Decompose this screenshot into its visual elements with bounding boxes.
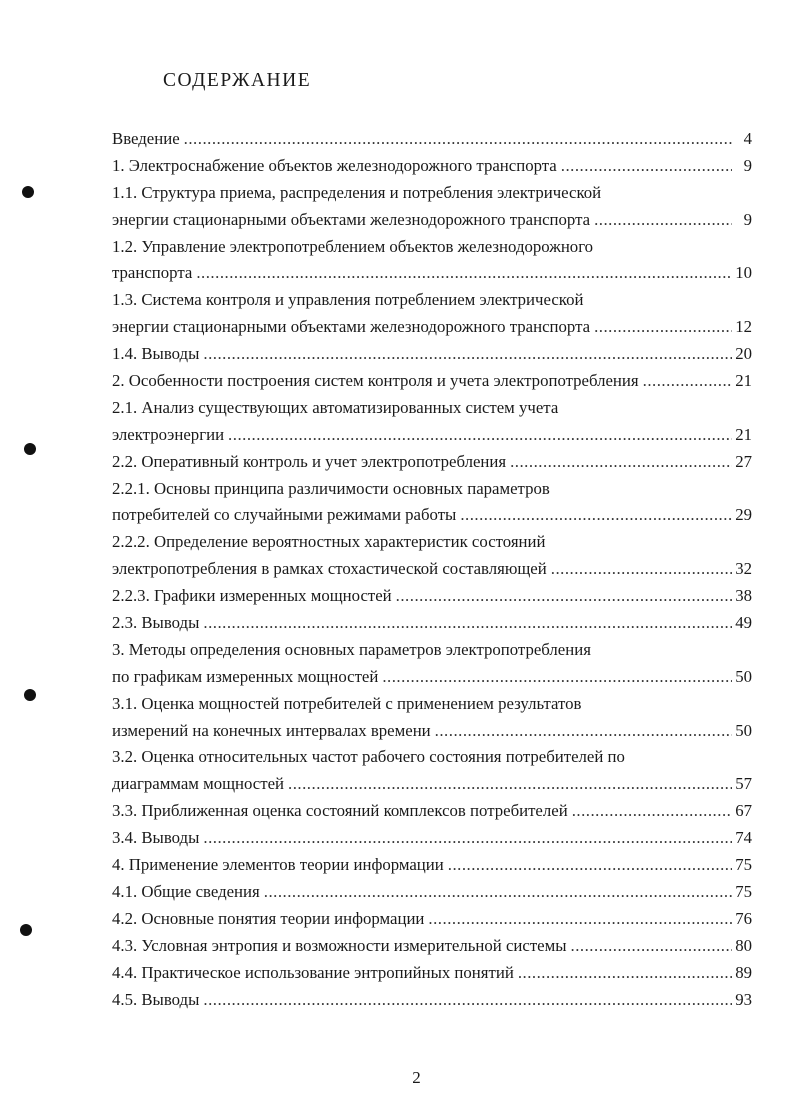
table-of-contents xyxy=(112,126,752,1013)
toc-entry xyxy=(112,718,752,745)
toc-entry xyxy=(112,502,752,529)
toc-entry xyxy=(112,825,752,852)
toc-entry-page: 75 xyxy=(735,881,752,901)
toc-entry-page: 29 xyxy=(735,505,752,525)
toc-entry-title: 2.3. Выводы xyxy=(112,613,200,633)
toc-dot-leader xyxy=(448,852,732,879)
toc-entry xyxy=(112,906,752,933)
toc-entry-page: 89 xyxy=(735,962,752,982)
toc-entry xyxy=(112,771,752,798)
toc-entry xyxy=(112,556,752,583)
toc-dot-leader xyxy=(561,153,732,180)
toc-dot-leader xyxy=(460,502,732,529)
toc-dot-leader xyxy=(203,610,732,637)
toc-entry xyxy=(112,260,752,287)
toc-entry-title: энергии стационарными объектами железнодорожного транспорта xyxy=(112,209,591,229)
toc-entry-title: 2. Особенности построения систем контроля и учета электропотребления xyxy=(112,371,639,391)
toc-entry xyxy=(112,126,752,153)
toc-entry-page: 4 xyxy=(743,129,752,148)
toc-entry xyxy=(112,798,752,825)
punch-hole-mark xyxy=(20,924,32,936)
toc-entry-page: 67 xyxy=(735,801,752,821)
toc-entry-page: 21 xyxy=(735,424,752,444)
toc-dot-leader xyxy=(518,960,732,987)
toc-entry-line: 3.1. Оценка мощностей потребителей с применением результатов xyxy=(112,693,582,713)
toc-entry-page: 9 xyxy=(743,155,752,175)
toc-dot-leader xyxy=(594,314,732,341)
toc-entry xyxy=(112,341,752,368)
page-number: 2 xyxy=(412,1068,421,1087)
page-title: СОДЕРЖАНИЕ xyxy=(163,70,312,91)
toc-entry-title: Введение xyxy=(112,129,180,148)
toc-entry-title: 4.4. Практическое использование энтропийных понятий xyxy=(112,962,514,982)
toc-entry-title: 4.2. Основные понятия теории информации xyxy=(112,908,425,928)
toc-dot-leader xyxy=(551,556,732,583)
toc-entry-page: 20 xyxy=(735,344,752,364)
punch-hole-mark xyxy=(22,186,34,198)
toc-dot-leader xyxy=(288,771,732,798)
toc-entry-page: 76 xyxy=(735,908,752,928)
toc-entry-page: 57 xyxy=(735,774,752,794)
toc-entry-line: 1.3. Система контроля и управления потреблением электрической xyxy=(112,290,584,310)
punch-hole-mark xyxy=(24,689,36,701)
toc-entry-title: потребителей со случайными режимами работы xyxy=(112,505,457,525)
toc-entry xyxy=(112,879,752,906)
toc-entry-page: 49 xyxy=(735,613,752,633)
toc-entry xyxy=(112,852,752,879)
toc-entry xyxy=(112,422,752,449)
toc-entry-page: 32 xyxy=(735,559,752,579)
toc-entry-title: 3.3. Приближенная оценка состояний комплексов потребителей xyxy=(112,801,568,821)
toc-entry-page: 50 xyxy=(735,720,752,740)
toc-entry xyxy=(112,449,752,476)
toc-dot-leader xyxy=(264,879,732,906)
toc-dot-leader xyxy=(203,987,732,1014)
toc-dot-leader xyxy=(203,341,732,368)
toc-dot-leader xyxy=(382,664,732,691)
toc-entry-title: по графикам измеренных мощностей xyxy=(112,666,379,686)
punch-hole-mark xyxy=(24,443,36,455)
toc-dot-leader xyxy=(571,933,732,960)
toc-entry-line: 1.1. Структура приема, распределения и потребления электрической xyxy=(112,182,602,202)
toc-entry-line: 2.1. Анализ существующих автоматизированных систем учета xyxy=(112,397,559,417)
toc-entry-title: транспорта xyxy=(112,263,193,283)
toc-dot-leader xyxy=(196,260,732,287)
toc-entry xyxy=(112,368,752,395)
toc-entry-line: 2.2.2. Определение вероятностных характеристик состояний xyxy=(112,532,546,552)
toc-dot-leader xyxy=(510,449,732,476)
toc-entry-page: 21 xyxy=(735,371,752,391)
toc-entry-page: 9 xyxy=(743,209,752,229)
toc-dot-leader xyxy=(572,798,732,825)
toc-entry-title: диаграммам мощностей xyxy=(112,774,285,794)
toc-dot-leader xyxy=(435,718,732,745)
toc-entry-page: 80 xyxy=(735,935,752,955)
toc-entry-line: 3. Методы определения основных параметров электропотребления xyxy=(112,639,591,659)
toc-entry-title: 3.4. Выводы xyxy=(112,828,200,848)
toc-entry-page: 10 xyxy=(735,263,752,283)
toc-entry-title: электроэнергии xyxy=(112,424,225,444)
toc-entry-title: 1.4. Выводы xyxy=(112,344,200,364)
toc-entry-title: 4.5. Выводы xyxy=(112,989,200,1009)
toc-dot-leader xyxy=(428,906,732,933)
toc-entry-title: 4.1. Общие сведения xyxy=(112,881,260,901)
toc-dot-leader xyxy=(643,368,732,395)
toc-entry xyxy=(112,583,752,610)
toc-entry-title: измерений на конечных интервалах времени xyxy=(112,720,431,740)
toc-entry-page: 12 xyxy=(735,317,752,337)
toc-entry xyxy=(112,314,752,341)
toc-entry xyxy=(112,933,752,960)
toc-entry-page: 74 xyxy=(735,828,752,848)
toc-dot-leader xyxy=(203,825,732,852)
toc-entry-title: 1. Электроснабжение объектов железнодорожного транспорта xyxy=(112,155,557,175)
toc-entry-page: 75 xyxy=(735,855,752,875)
toc-entry-page: 50 xyxy=(735,666,752,686)
toc-entry-title: энергии стационарными объектами железнодорожного транспорта xyxy=(112,317,591,337)
toc-entry-page: 93 xyxy=(735,989,752,1009)
toc-entry-title: 2.2.3. Графики измеренных мощностей xyxy=(112,586,392,606)
toc-dot-leader xyxy=(184,126,732,153)
toc-entry-line: 2.2.1. Основы принципа различимости основных параметров xyxy=(112,478,550,498)
toc-entry-page: 27 xyxy=(735,451,752,471)
toc-entry xyxy=(112,664,752,691)
toc-entry xyxy=(112,153,752,180)
toc-entry-title: 2.2. Оперативный контроль и учет электропотребления xyxy=(112,451,507,471)
toc-entry-line: 3.2. Оценка относительных частот рабочего состояния потребителей по xyxy=(112,747,625,767)
toc-entry xyxy=(112,960,752,987)
toc-dot-leader xyxy=(228,422,732,449)
toc-entry-title: 4. Применение элементов теории информации xyxy=(112,855,444,875)
toc-entry-line: 1.2. Управление электропотреблением объектов железнодорожного xyxy=(112,236,594,256)
toc-entry-title: электропотребления в рамках стохастической составляющей xyxy=(112,559,547,579)
toc-dot-leader xyxy=(396,583,732,610)
toc-entry-title: 4.3. Условная энтропия и возможности измерительной системы xyxy=(112,935,567,955)
toc-entry-page: 38 xyxy=(735,586,752,606)
toc-dot-leader xyxy=(594,207,732,234)
toc-entry xyxy=(112,987,752,1014)
toc-entry xyxy=(112,207,752,234)
toc-entry xyxy=(112,610,752,637)
